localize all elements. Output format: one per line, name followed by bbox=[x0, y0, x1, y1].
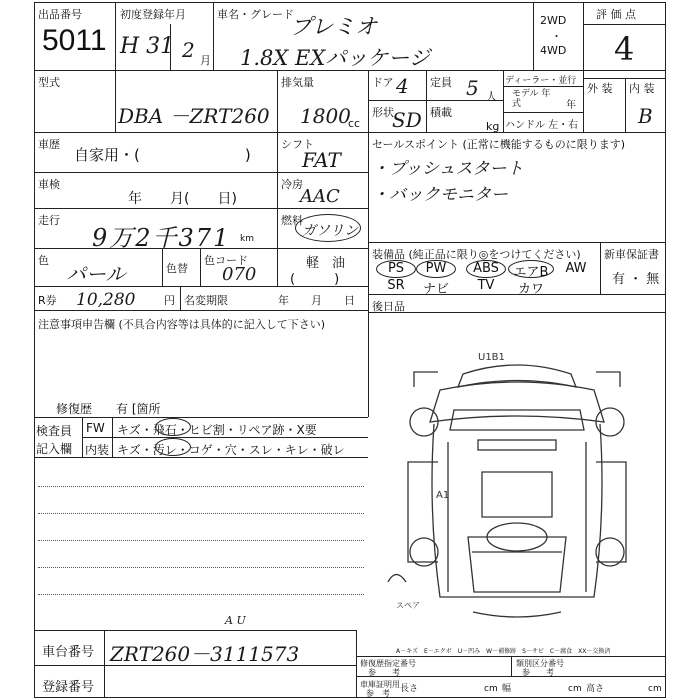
garage-cert-label: 車庫証明用 bbox=[360, 680, 400, 689]
body-class-label: 類別区分番号 bbox=[516, 659, 564, 668]
width-label: 幅 bbox=[502, 684, 512, 694]
score-label: 評 価 点 bbox=[596, 8, 636, 21]
accident-ref-label: 参 考 bbox=[368, 668, 400, 677]
interior-items: キズ・汚レ・コゲ・穴・スレ・キレ・破レ bbox=[117, 443, 345, 457]
capacity-value: 5 bbox=[466, 76, 479, 100]
interior-stain-circle bbox=[155, 438, 191, 456]
diagram-mark-bottom: A U bbox=[225, 614, 246, 627]
sales-points-label: セールスポイント (正常に機能するものに限ります) bbox=[372, 138, 626, 151]
warranty-label: 新車保証書 bbox=[604, 248, 659, 261]
repair-label: 修復歴 bbox=[56, 402, 93, 416]
color-value: パール bbox=[66, 262, 126, 286]
fw-label: FW bbox=[86, 421, 105, 435]
type-value: DBA －ZRT260 bbox=[118, 104, 270, 128]
interior-entry-label: 内装 bbox=[85, 443, 110, 457]
chassis-label: 車台番号 bbox=[42, 645, 95, 660]
interior-score: B bbox=[638, 104, 653, 128]
shift-value: FAT bbox=[302, 148, 341, 172]
color-label: 色 bbox=[38, 254, 49, 267]
load-label: 積載 bbox=[430, 106, 452, 119]
registration-label: 登録番号 bbox=[42, 680, 95, 695]
equip-navi: ナビ bbox=[422, 282, 449, 297]
shape-value: SD bbox=[392, 108, 422, 132]
diesel-paren: ( ) bbox=[290, 272, 340, 287]
equip-pw: PW bbox=[425, 261, 447, 276]
fw-items: キズ・飛石・ヒビ割・リペア跡・X要 bbox=[117, 423, 317, 437]
repair-value: 有 [箇所 bbox=[116, 402, 161, 416]
doors-value: 4 bbox=[396, 74, 409, 98]
equip-airbag: エアB bbox=[513, 265, 549, 280]
shape-label: 形状 bbox=[372, 106, 394, 119]
displacement-value: 1800 bbox=[300, 104, 351, 128]
car-name: プレミオ bbox=[290, 15, 378, 40]
interior-label: 内 装 bbox=[629, 82, 655, 95]
model-year-label: モデル 年式 bbox=[512, 89, 551, 109]
diagram-mark-side: A1 bbox=[436, 490, 450, 501]
mileage-value: 9万2千371 bbox=[92, 224, 231, 252]
yen-unit: 円 bbox=[164, 294, 175, 307]
score-value: 4 bbox=[614, 30, 635, 68]
height-label: 高さ bbox=[586, 684, 605, 694]
back-item-label: 後日品 bbox=[372, 300, 405, 313]
warranty-value: 有 ・ 無 bbox=[612, 272, 660, 287]
first-registration-month: 2 bbox=[182, 38, 195, 62]
fw-stone-chip-circle bbox=[155, 418, 191, 436]
inspection-label: 車検 bbox=[38, 178, 60, 191]
diesel-label: 軽 油 bbox=[306, 256, 346, 271]
name-change-label: 名変期限 bbox=[184, 294, 228, 307]
recycle-value: 10,280 bbox=[76, 290, 136, 310]
equipment-label: 装備品 (純正品に限り◎をつけてください) bbox=[372, 248, 581, 261]
ac-label: 冷房 bbox=[281, 178, 303, 191]
first-registration-label: 初度登録年月 bbox=[120, 8, 186, 21]
capacity-label: 定員 bbox=[430, 76, 452, 89]
equip-ps: PS bbox=[387, 261, 405, 276]
width-cm-unit: cm bbox=[568, 684, 582, 694]
color-code-value: 070 bbox=[222, 264, 257, 285]
cc-unit: cc bbox=[348, 117, 361, 130]
mileage-label: 走行 bbox=[38, 214, 60, 227]
color-code-label: 色コード bbox=[204, 254, 248, 267]
lot-number-label: 出品番号 bbox=[38, 8, 82, 21]
length-cm-unit: cm bbox=[484, 684, 498, 694]
sales-point-2: ・バックモニター bbox=[372, 185, 508, 205]
fuel-label: 燃料 bbox=[281, 214, 303, 227]
name-change-value: 年 月 日 bbox=[278, 294, 355, 307]
doors-label: ドア bbox=[372, 76, 394, 89]
accident-number-label: 修復歴指定番号 bbox=[360, 659, 416, 668]
first-registration-year: H 31 bbox=[120, 34, 175, 59]
sales-point-1: ・プッシュスタート bbox=[372, 159, 524, 179]
entry-label: 記入欄 bbox=[36, 442, 73, 456]
shift-label: シフト bbox=[281, 138, 314, 151]
equip-leather: カワ bbox=[517, 282, 544, 297]
car-model-label: 車名・グレード bbox=[217, 8, 294, 21]
recycle-label: R券 bbox=[38, 294, 57, 307]
km-unit: km bbox=[240, 234, 254, 244]
grade: 1.8X EXパッケージ bbox=[240, 46, 430, 70]
ac-value: AAC bbox=[300, 186, 340, 207]
notes-label: 注意事項申告欄 (不具合内容等は具体的に記入して下さい) bbox=[38, 318, 326, 331]
lot-number: 5011 bbox=[42, 24, 107, 57]
length-label: 長さ bbox=[400, 684, 419, 694]
height-cm-unit: cm bbox=[648, 684, 662, 694]
chassis-value: ZRT260－3111573 bbox=[110, 642, 300, 666]
spare-label: スペア bbox=[396, 601, 420, 610]
month-unit: 月 bbox=[200, 54, 211, 67]
drive-4wd: 4WD bbox=[540, 44, 567, 57]
equip-sr: SR bbox=[387, 278, 405, 293]
garage-ref-label: 参 考 bbox=[366, 689, 390, 698]
inspector-label: 検査員 bbox=[36, 424, 73, 438]
dealer-label: ディーラー・並行 bbox=[505, 76, 577, 86]
year-unit: 年 bbox=[566, 100, 576, 111]
displacement-label: 排気量 bbox=[281, 76, 314, 89]
equip-tv: TV bbox=[477, 278, 495, 293]
exterior-label: 外 装 bbox=[587, 82, 613, 95]
handle-label: ハンドル 左・右 bbox=[505, 120, 579, 131]
diagram-mark-front: U1B1 bbox=[478, 352, 505, 363]
type-label: 型式 bbox=[38, 76, 60, 89]
body-ref-label: 参 考 bbox=[522, 668, 554, 677]
equip-abs: ABS bbox=[473, 261, 499, 276]
fuel-value: ガソリン bbox=[302, 223, 358, 239]
history-value: 自家用・( ) bbox=[74, 146, 251, 164]
equip-aw: AW bbox=[565, 261, 587, 276]
car-damage-diagram bbox=[368, 312, 666, 622]
drive-2wd: 2WD bbox=[540, 14, 567, 27]
history-label: 車歴 bbox=[38, 138, 60, 151]
kg-unit: kg bbox=[486, 120, 500, 133]
inspection-value: 年 月( 日) bbox=[128, 191, 237, 207]
color-change-label: 色替 bbox=[166, 262, 188, 275]
damage-legend: A－キズ E－エクボ U－凹み W－補修跡 S－サビ C－腐食 XX－交換済 bbox=[396, 648, 611, 655]
drive-separator: ・ bbox=[551, 30, 562, 43]
person-unit: 人 bbox=[486, 90, 497, 103]
